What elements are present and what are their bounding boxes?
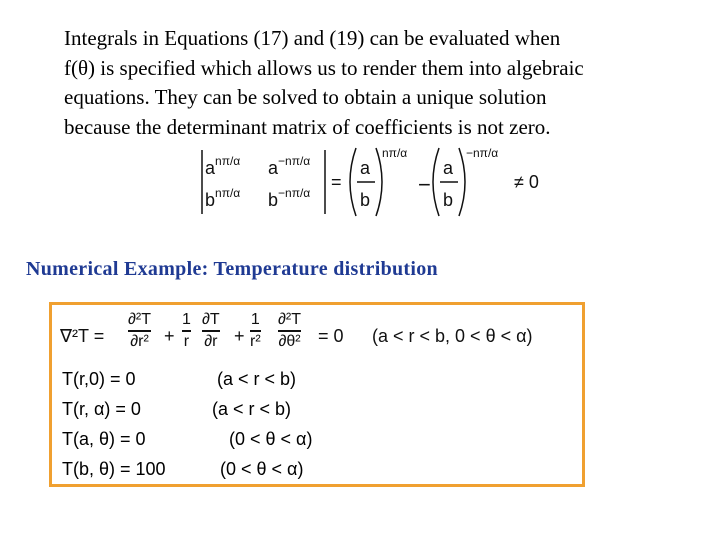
bc-condition: (a < r < b) bbox=[217, 369, 297, 389]
boundary-condition-row bbox=[62, 399, 562, 423]
bc-equation: T(a, θ) = 0 bbox=[62, 429, 146, 449]
equation-box bbox=[49, 302, 585, 487]
pde-term-1-over-r: 1 r bbox=[182, 311, 191, 350]
boundary-condition-row bbox=[62, 369, 562, 393]
bc-condition: (a < r < b) bbox=[212, 399, 292, 419]
fraction-1-denominator: b bbox=[360, 190, 371, 210]
boundary-condition-row bbox=[62, 429, 562, 453]
matrix-cell-a11: $a^{n\pi/\alpha}$ bbox=[205, 154, 241, 178]
fraction-1-numerator: a bbox=[360, 158, 371, 178]
pde-term-1-over-r2: 1 r² bbox=[250, 311, 261, 350]
bc-equation: T(b, θ) = 100 bbox=[62, 459, 166, 479]
minus-sign: − bbox=[418, 172, 431, 197]
pde-term-dt-dr: ∂T ∂r bbox=[202, 311, 220, 350]
pde-rhs: = 0 bbox=[318, 326, 344, 346]
section-title: Numerical Example: Temperature distribution bbox=[26, 258, 438, 280]
pde-term-d2t-dtheta2: ∂²T ∂θ² bbox=[278, 311, 302, 350]
fraction-1-exponent: nπ/α bbox=[382, 146, 408, 160]
plus-sign: + bbox=[164, 326, 175, 346]
equals-sign: = bbox=[331, 172, 342, 192]
bc-equation: T(r, α) = 0 bbox=[62, 399, 141, 419]
bc-condition: (0 < θ < α) bbox=[229, 429, 313, 449]
fraction-2-exponent: −nπ/α bbox=[466, 146, 499, 160]
matrix-cell-a21: $b^{n\pi/\alpha}$ bbox=[205, 186, 241, 210]
paragraph-line: Integrals in Equations (17) and (19) can be evaluated when bbox=[64, 26, 561, 50]
bc-equation: T(r,0) = 0 bbox=[62, 369, 136, 389]
not-equal-zero: ≠ 0 bbox=[514, 172, 539, 192]
bc-condition: (0 < θ < α) bbox=[220, 459, 304, 479]
paragraph-line: because the determinant matrix of coefficients is not zero. bbox=[64, 114, 551, 139]
paragraph-line: f(θ) is specified which allows us to render them into algebraic bbox=[64, 55, 584, 80]
fraction-2-numerator: a bbox=[443, 158, 454, 178]
paragraph-line: equations. They can be solved to obtain a unique solution bbox=[64, 85, 547, 109]
plus-sign: + bbox=[234, 326, 245, 346]
determinant-delimiters bbox=[196, 144, 556, 220]
boundary-condition-row bbox=[62, 459, 562, 483]
pde-domain: (a < r < b, 0 < θ < α) bbox=[372, 326, 533, 346]
intro-paragraph bbox=[64, 24, 704, 142]
matrix-cell-a22: $b^{-n\pi/\alpha}$ bbox=[268, 186, 311, 210]
fraction-2-denominator: b bbox=[443, 190, 454, 210]
matrix-cell-a12: $a^{-n\pi/\alpha}$ bbox=[268, 154, 311, 178]
pde-lhs: ∇²T = bbox=[60, 326, 105, 346]
pde-term-d2t-dr2: ∂²T ∂r² bbox=[128, 311, 152, 350]
determinant-equation bbox=[196, 144, 556, 220]
